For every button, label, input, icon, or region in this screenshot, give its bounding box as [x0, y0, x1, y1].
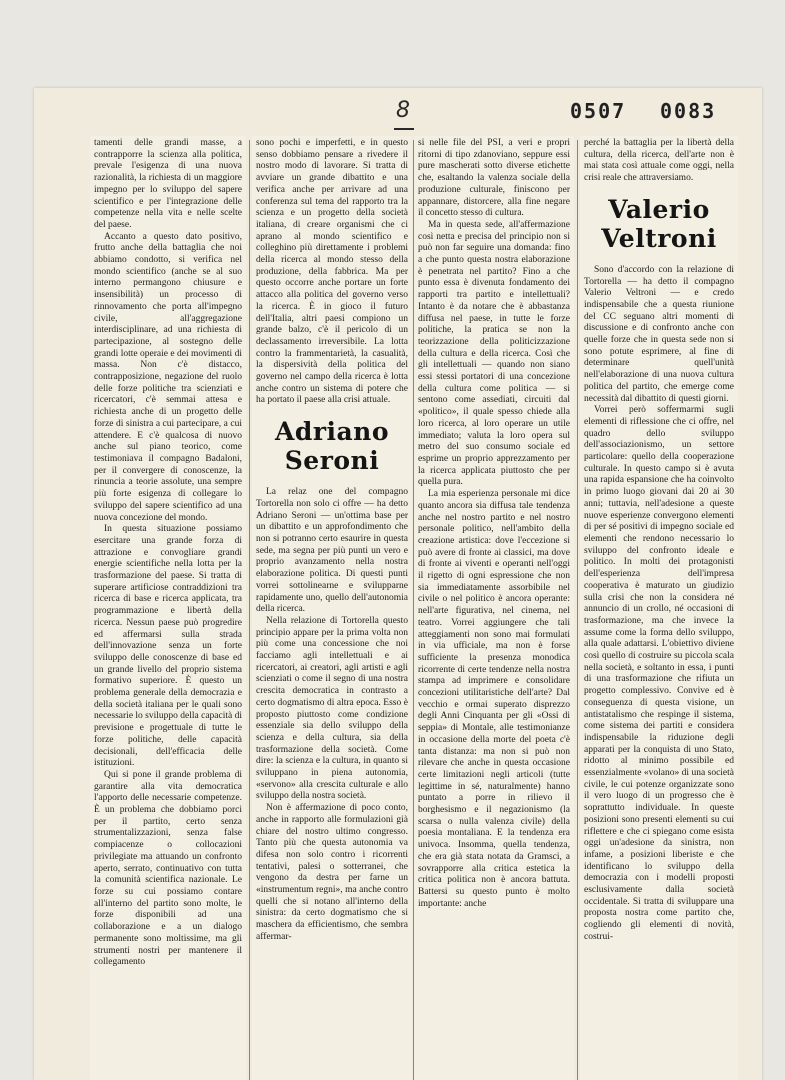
speaker-heading-seroni: Adriano Seroni: [274, 417, 390, 476]
archive-number-left: 0507: [570, 99, 627, 123]
paragraph: La mia esperienza personale mi dice quanto ancora sia diffusa tale tendenza anche nel nostro partito e nel nostro personale politico, nell'ambito della creazione artistica: dove l'eccezione si può avere di fronte ai classici, ma dove di fronte ai viventi e operanti nell'oggi il rigetto di ogni espressione che non sia immediatamente assorbibile nel civile o nel politico è ancora operante: nell'arte figurativa, nel cinema, nel teatro. Vorrei aggiungere che tali atteggiamenti non sono mai formulati in via ufficiale, ma non è forse sufficiente la presenza monodica ricorrente di certe tendenze nella nostra stampa ad imprimere e consolidare concezioni utilitaristiche dell'arte? Dal vecchio e ormai superato disprezzo degli Anni Cinquanta per gli «Ossi di seppia» di Montale, alle testimonianze in occasione della morte del poeta c'è tanta distanza: ma non si può non rilevare che anche in questa occasione certe limitazioni negli articoli (tutte legittime in sé, naturalmente) hanno puntato a porre in rilievo il borghesismo e il negazionismo (la scarsa o nulla valenza civile) della poesia montaliana. E la tendenza era univoca. Insomma, quella tendenza, che era già stata notata da Gramsci, a sovrapporre alla critica estetica la critica politica non è ancora battuta. Battersi su questo punto è molto importante: anche: [418, 489, 570, 909]
article-column-4: [580, 136, 738, 1080]
handwritten-underline: [394, 128, 414, 130]
column-rule: [577, 140, 578, 1080]
column-rule: [249, 140, 250, 1080]
handwritten-page-number: 8: [396, 98, 411, 123]
paragraph: Sono d'accordo con la relazione di Tortorella — ha detto il compagno Valerio Veltroni — e credo indispensabile che a questa riunione del CC seguano altri momenti di discussione e di confronto anche con quelle forze che in questa sede non si sono potute esprimere, al fine di determinare quell'unità nell'elaborazione di una nuova cultura politica del partito, che emerge come necessità dal dibattito di questi giorni.: [584, 264, 734, 404]
paragraph: Nella relazione di Tortorella questo principio appare per la prima volta non più come una concessione che noi facciamo agli intellettuali e ai ricercatori, ai creatori, agli artisti e agli scienziati o come il segno di una nostra crescita democratica in contrasto a certo dogmatismo di altra epoca. Esso è proposto piuttosto come condizione essenziale sia dello sviluppo della scienza e della cultura, sia della trasformazione della società. Come dire: la scienza e la cultura, in quanto si sviluppano in piena autonomia, «servono» alla crescita culturale e allo sviluppo della nostra società.: [256, 615, 408, 802]
article-column-3: [414, 136, 574, 1080]
paragraph: Qui si pone il grande problema di garantire alla vita democratica l'apporto delle necessarie competenze. È un problema che dobbiamo porci per il partito, certo senza strumentalizzazioni, senza false compiacenze o collocazioni privilegiate ma attuando un confronto aperto, serrato, continuativo con tutta la comunità scientifica nazionale. Le forze su cui possiamo contare all'interno del partito sono molte, le forze disponibili ad una collaborazione e a un dialogo permanente sono moltissime, ma gli strumenti nostri per mantenere il collegamento: [94, 769, 242, 968]
paragraph: Ma in questa sede, all'affermazione così netta e precisa del principio non si può non far seguire una domanda: fino a che punto questa nostra elaborazione è penetrata nel partito? Fino a che punto essa è divenuta fondamento dei rapporti tra partito e intellettuali? Intanto è da notare che è abbastanza diffusa nel paese, in tutte le forze politiche, la pratica se non la teorizzazione della politicizzazione della cultura e della ricerca. Così che gli intellettuali — quando non siano essi stessi portatori di una concezione della cultura come politica — si sentono come assediati, circuiti dal «politico», il quale spesso chiede alla loro ricerca, al loro operare un utile immediato; valuta la loro opera sul metro del suo consumo sociale ed esprime un proprio apprezzamento per la ricerca applicata piuttosto che per quella pura.: [418, 219, 570, 488]
paragraph: perché la battaglia per la libertà della cultura, della ricerca, dell'arte non è mai stata così attuale come oggi, nella crisi reale che attraversiamo.: [584, 138, 734, 184]
paragraph: sono pochi e imperfetti, e in questo senso dobbiamo pensare a rivedere il nostro modo di lavorare. Si tratta di avviare un grande dibattito e una verifica anche per arrivare ad una conferenza sul tema del rapporto tra la scienza e un progetto della società italiana, di creare organismi che ci aprano al mondo scientifico e colleghino più direttamente i problemi della ricerca al mondo stesso della produzione, della fabbrica. Ma per questo occorre anche portare un forte attacco alla politica del governo verso la ricerca. È in gioco il futuro dell'Italia, altri paesi compiono un grande balzo, c'è il pericolo di un declassamento irreversibile. La lotta contro la frammentarietà, la casualità, la dispersività della politica del governo nel campo della ricerca è lotta anche contro un sistema di potere che ha portato il paese alla crisi attuale.: [256, 138, 408, 406]
speaker-heading-veltroni: Valerio Veltroni: [601, 194, 717, 253]
paragraph: Vorrei però soffermarmi sugli elementi di riflessione che ci offre, nel quadro dello sviluppo dell'associazionismo, un settore particolare: quello della cooperazione culturale. In questo campo si è avuta una rapida espansione che ha coinvolto in primo luogo giovani dai 20 ai 30 anni; tuttavia, nell'adesione a queste nuove esperienze convergono elementi di per sé positivi di impegno sociale ed elementi che rendono necessario lo sviluppo del confronto ideale e politico. In molti dei protagonisti dell'esperienza dell'impresa cooperativa è maturato un giudizio sulla crisi che non la considera né annuncio di un crollo, né occasioni di trasformazione, ma che invece la assume come la forma dello sviluppo, alla quale adattarsi. L'obiettivo diviene così quello di costruire su piccola scala nella società, e soltanto in essa, i punti di una trasformazione che rifiuta un progetto complessivo. Convive ed è conseguenza di questa visione, un antistatalismo che respinge il sistema, come sistema dei partiti e considera indispensabile la riduzione degli apparati per la conquista di uno Stato, ridotto al minimo possibile ed essenzialmente «volano» di una società civile, le cui potenze organizzate sono il vero luogo di un progresso che è soprattutto individuale. In queste posizioni sono presenti elementi su cui riflettere e che ci spiegano come esista oggi un'adesione da sinistra, non infame, a posizioni liberiste e che identificano lo sviluppo della democrazia con i modelli proposti esclusivamente dalla società occidentale. Si tratta di sviluppare una proposta nostra come partito che, cogliendo gli elementi di novità, costrui-: [584, 405, 734, 942]
archive-number-right: 0083: [660, 99, 717, 123]
paragraph: si nelle file del PSI, a veri e propri ritorni di tipo zdanoviano, seppure essi pure mascherati sotto diverse etichette che, esaltando la valenza sociale della produzione culturale, finiscono per appannare, distorcere, alla fine negare il concetto stesso di cultura.: [418, 138, 570, 219]
paragraph: In questa situazione possiamo esercitare una grande forza di attrazione e convogliare grandi energie scientifiche nella lotta per la trasformazione del paese. Si tratta di superare artificiose contraddizioni tra ricerca di base e ricerca applicata, tra programmazione e libertà della ricerca. Nessun paese può progredire ed affermarsi sulla strada dell'innovazione senza un forte sviluppo delle conoscenze di base ed un grande livello del proprio sistema formativo superiore. È questo un problema generale della democrazia e della società italiana per le quali sono necessarie lo sviluppo della capacità di previsione e progettuale di tutte le forze politiche, delle capacità decisionali, dell'efficacia delle istituzioni.: [94, 524, 242, 769]
paragraph: tamenti delle grandi masse, a contrapporre la scienza alla politica, prevale l'esigenza di una nuova razionalità, la richiesta di un maggiore impegno per lo sviluppo del sapere scientifico e per l'integrazione delle competenze nella vita e nelle scelte del paese.: [94, 138, 242, 230]
paragraph: Non è affermazione di poco conto, anche in rapporto alle formulazioni già chiare del nostro ultimo congresso. Tanto più che questa autonomia va difesa non solo contro i ricorrenti tentativi, palesi o sotterranei, che vengono da destra per farne un «instrumentum regni», ma anche contro quelli che si notano all'interno della sinistra: da certo dogmatismo che si maschera da efficientismo, che sembra affermar-: [256, 803, 408, 942]
article-column-1: [90, 136, 246, 1080]
paragraph: La relaz one del compagno Tortorella non solo ci offre — ha detto Adriano Seroni — un'ottima base per un dibattito e un approfondimento che non si potranno certo esaurire in questa sede, ma segna per più punti un vero e proprio avanzamento nella nostra elaborazione politica. Di questi punti vorrei sottolinearne e svilupparne rapidamente uno, quello dell'autonomia della ricerca.: [256, 487, 408, 615]
article-column-2: [252, 136, 412, 1080]
paragraph: Accanto a questo dato positivo, frutto anche della battaglia che noi abbiamo condotto, si verifica nel mondo scientifico (anche se al suo interno permangono chiusure e insensibilità) un processo di rinnovamento che porta all'impegno civile, all'aggregazione interdisciplinare, ad una richiesta di partecipazione, al sostegno delle grandi lotte operaie e dei movimenti di massa. Non c'è distacco, contrapposizione, negazione del ruolo delle forze politiche tra scienziati e ricercatori, c'è semmai attesa e richiesta anche di un progetto delle forze di sinistra a cui partecipare, a cui attendere. E c'è qualcosa di nuovo anche sul piano teorico, come testimoniava il compagno Badaloni, per il convergere di conoscenze, la rinuncia a teorie assolute, una sempre più forte esigenza di collegare lo sviluppo del sapere scientifico ad una nuova concezione del mondo.: [94, 231, 242, 523]
